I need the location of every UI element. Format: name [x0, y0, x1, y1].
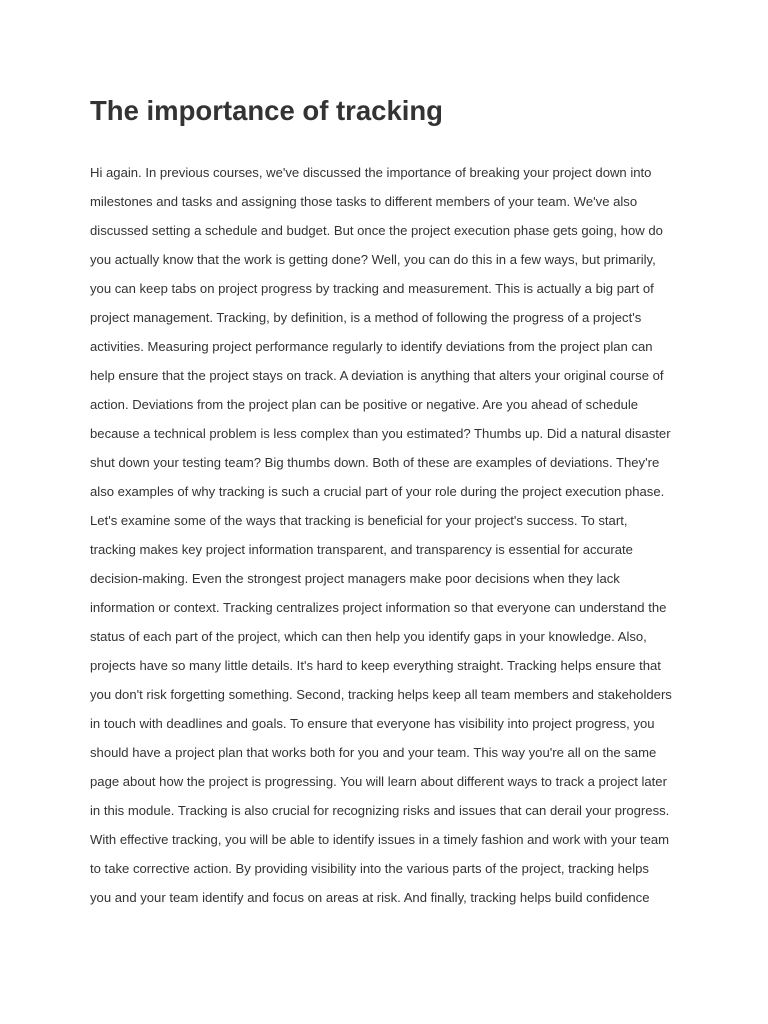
body-text-line: tracking makes key project information transparent, and transparency is essential for accurate [90, 542, 633, 557]
body-text-line: Let's examine some of the ways that tracking is beneficial for your project's success. To start, [90, 513, 628, 528]
document-title: The importance of tracking [90, 95, 443, 126]
body-text-line: also examples of why tracking is such a crucial part of your role during the project execution phase. [90, 484, 665, 499]
body-paragraph [90, 158, 680, 912]
body-text-line: to take corrective action. By providing visibility into the various parts of the project, tracking helps [90, 861, 649, 876]
body-text-line: in this module. Tracking is also crucial for recognizing risks and issues that can derail your progress. [90, 803, 670, 818]
body-text-line: help ensure that the project stays on track. A deviation is anything that alters your original course of [90, 368, 664, 383]
body-text-line: shut down your testing team? Big thumbs down. Both of these are examples of deviations. They're [90, 455, 660, 470]
body-text-line: in touch with deadlines and goals. To ensure that everyone has visibility into project progress, you [90, 716, 655, 731]
body-text-line: projects have so many little details. It's hard to keep everything straight. Tracking helps ensure that [90, 658, 661, 673]
body-text-line: information or context. Tracking centralizes project information so that everyone can understand the [90, 600, 667, 615]
body-text-line: you can keep tabs on project progress by tracking and measurement. This is actually a big part of [90, 281, 654, 296]
body-text-line: page about how the project is progressing. You will learn about different ways to track a project later [90, 774, 667, 789]
body-text-line: milestones and tasks and assigning those tasks to different members of your team. We've also [90, 194, 638, 209]
body-text-line: Hi again. In previous courses, we've discussed the importance of breaking your project down into [90, 165, 652, 180]
body-text-line: because a technical problem is less complex than you estimated? Thumbs up. Did a natural disaster [90, 426, 671, 441]
body-text-line: With effective tracking, you will be able to identify issues in a timely fashion and work with your team [90, 832, 670, 847]
body-text-line: decision-making. Even the strongest project managers make poor decisions when they lack [90, 571, 620, 586]
body-text-line: project management. Tracking, by definition, is a method of following the progress of a project's [90, 310, 642, 325]
body-text-line: you actually know that the work is getting done? Well, you can do this in a few ways, but primarily, [90, 252, 656, 267]
body-text-line: action. Deviations from the project plan can be positive or negative. Are you ahead of schedule [90, 397, 639, 412]
body-text-line: status of each part of the project, which can then help you identify gaps in your knowledge. Also, [90, 629, 647, 644]
body-text-line: you and your team identify and focus on areas at risk. And finally, tracking helps build confidence [90, 890, 650, 905]
body-text-line: should have a project plan that works both for you and your team. This way you're all on the same [90, 745, 657, 760]
body-text-line: you don't risk forgetting something. Second, tracking helps keep all team members and stakeholders [90, 687, 672, 702]
body-text-line: discussed setting a schedule and budget. But once the project execution phase gets going, how do [90, 223, 663, 238]
body-text-line: activities. Measuring project performance regularly to identify deviations from the project plan can [90, 339, 653, 354]
